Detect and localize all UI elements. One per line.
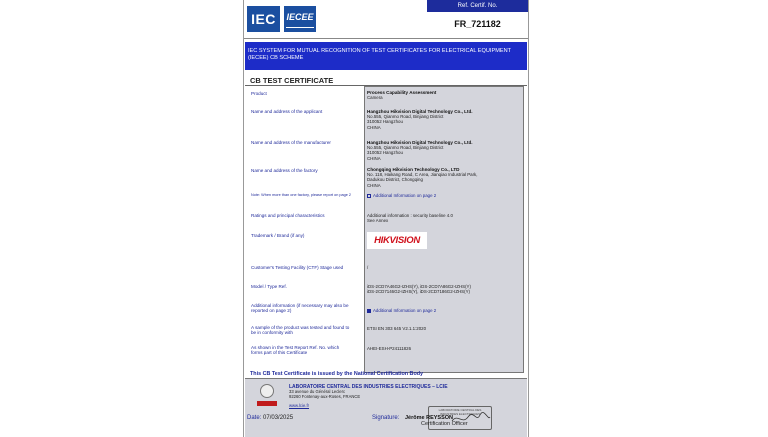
issue-date [247,415,293,421]
ctf-value: / [367,265,369,270]
additional-factory-checkbox [367,194,371,198]
factory-value [367,167,517,188]
additional-info-value [367,308,517,313]
sample-label [251,325,361,336]
issuing-lab-box [245,378,527,437]
ratings-line-1: Additional information : security baseline 4.0 [367,213,453,218]
date-label: Date: [247,415,262,421]
signature-label: Signature: [372,415,400,421]
certificate-body [245,85,527,383]
report-label-2: forms part of this Certificate [251,350,308,356]
signatory-name: Jérôme REYSSON [405,415,453,421]
sample-label-1: A sample of the product was tested and found to [251,325,350,330]
ratings-value [367,213,517,223]
issued-by-text: This CB Test Certificate is issued by the National Certification Body [250,371,424,377]
applicant-value [367,109,517,130]
additional-info-label [251,303,361,314]
report-label-1: As shown in the Test Report Ref. No. which [251,345,340,350]
model-line-2: iDS-2CD7146G2-IZHS(Y), iDS-2CD7186G2-IZHS(Y) [367,289,470,295]
certificate-header [244,0,528,39]
additional-info-text: Additional Information on page 2 [373,308,437,313]
factory-note-value [367,193,517,198]
manufacturer-label: Name and address of the manufacturer [251,140,331,145]
signatory-role: Certification Officer [421,421,468,427]
factory-address-2: Dadukou District, Chongqing [367,177,423,183]
ratings-line-2: See Annex [367,218,389,224]
additional-info-label-2: reported on page 2) [251,308,292,314]
sample-standard: ETSI EN 303 645 V2.1.1:2020 [367,326,427,331]
factory-name: Chongqing Hikvision Technology Co., LTD [367,167,460,172]
stamp-text: LABORATOIRE CENTRAL DES INDUSTRIES ELECTRIQUES [438,408,482,416]
additional-info-checkbox [367,309,371,313]
additional-info-label-1: Additional information (if necessary may also be [251,303,349,308]
manufacturer-address-3: CHINA [367,155,381,161]
manufacturer-value [367,140,517,161]
factory-note-text: Additional Information on page 2 [373,193,437,198]
applicant-name: Hangzhou Hikvision Digital Technology Co., Ltd. [367,109,473,114]
lab-name: LABORATOIRE CENTRAL DES INDUSTRIES ELECTRIQUES – LCIE [289,384,448,390]
manufacturer-address-2: 310052 Hangzhou [367,150,403,156]
hikvision-logo: HIKVISION [367,232,427,249]
product-type: Camera [367,95,383,101]
model-line-1: iDS-2CD7A46G2-IZHS(Y), iDS-2CD7A86G2-IZHS(Y) [367,284,471,289]
reference-box [427,0,528,38]
model-label: Model / Type Ref. [251,284,287,289]
report-number: AHEI-ESH-P24111826 [367,346,412,351]
reference-number: FR_721182 [454,19,501,29]
lab-address-2: 92260 Fontenay-aux-Roses, FRANCE [289,393,361,399]
ratings-label: Ratings and principal characteristics [251,213,325,218]
lab-address-1: 33 avenue du Général Leclerc [289,389,346,394]
date-value: 07/03/2025 [263,415,294,421]
lcie-logo [257,384,277,408]
iecee-logo [284,6,316,32]
certificate-title: CB TEST CERTIFICATE [250,76,334,85]
scheme-banner: IEC SYSTEM FOR MUTUAL RECOGNITION OF TEST CERTIFICATES FOR ELECTRICAL EQUIPMENT (IECEE) CB SCHEME [245,42,527,70]
factory-address-3: CHINA [367,182,381,188]
certificate-page [243,0,529,437]
iec-logo: IEC [247,6,280,32]
applicant-address-2: 310052 Hangzhou [367,119,403,125]
applicant-address-3: CHINA [367,124,381,130]
product-name: Process Capability Assessment [367,90,437,95]
factory-note-label: Note: When more than one factory, please report on page 2 [251,193,351,197]
lab-website-link[interactable]: www.lcie.fr [289,403,310,408]
factory-address-1: No. 118, Haikang Road, C Area, Jianqiao Industrial Park, [367,172,478,178]
report-label [251,345,361,356]
applicant-label: Name and address of the applicant [251,109,323,114]
ctf-label: Customer's Testing Facility (CTF) Stage used [251,265,344,270]
manufacturer-address-1: No.555, Qianmo Road, Binjiang District [367,145,444,151]
trademark-label: Trademark / Brand (if any) [251,233,305,238]
model-value [367,284,517,294]
product-label: Product [251,91,267,96]
reference-label: Ref. Certif. No. [427,0,528,12]
factory-label: Name and address of the factory [251,168,318,173]
sample-label-2: be in conformity with [251,330,293,336]
iecee-logo-text: IECEE [286,12,314,22]
lab-address [289,390,360,400]
manufacturer-name: Hangzhou Hikvision Digital Technology Co., Ltd. [367,140,473,145]
applicant-address-1: No.555, Qianmo Road, Binjiang District [367,114,444,120]
product-value [367,90,517,100]
